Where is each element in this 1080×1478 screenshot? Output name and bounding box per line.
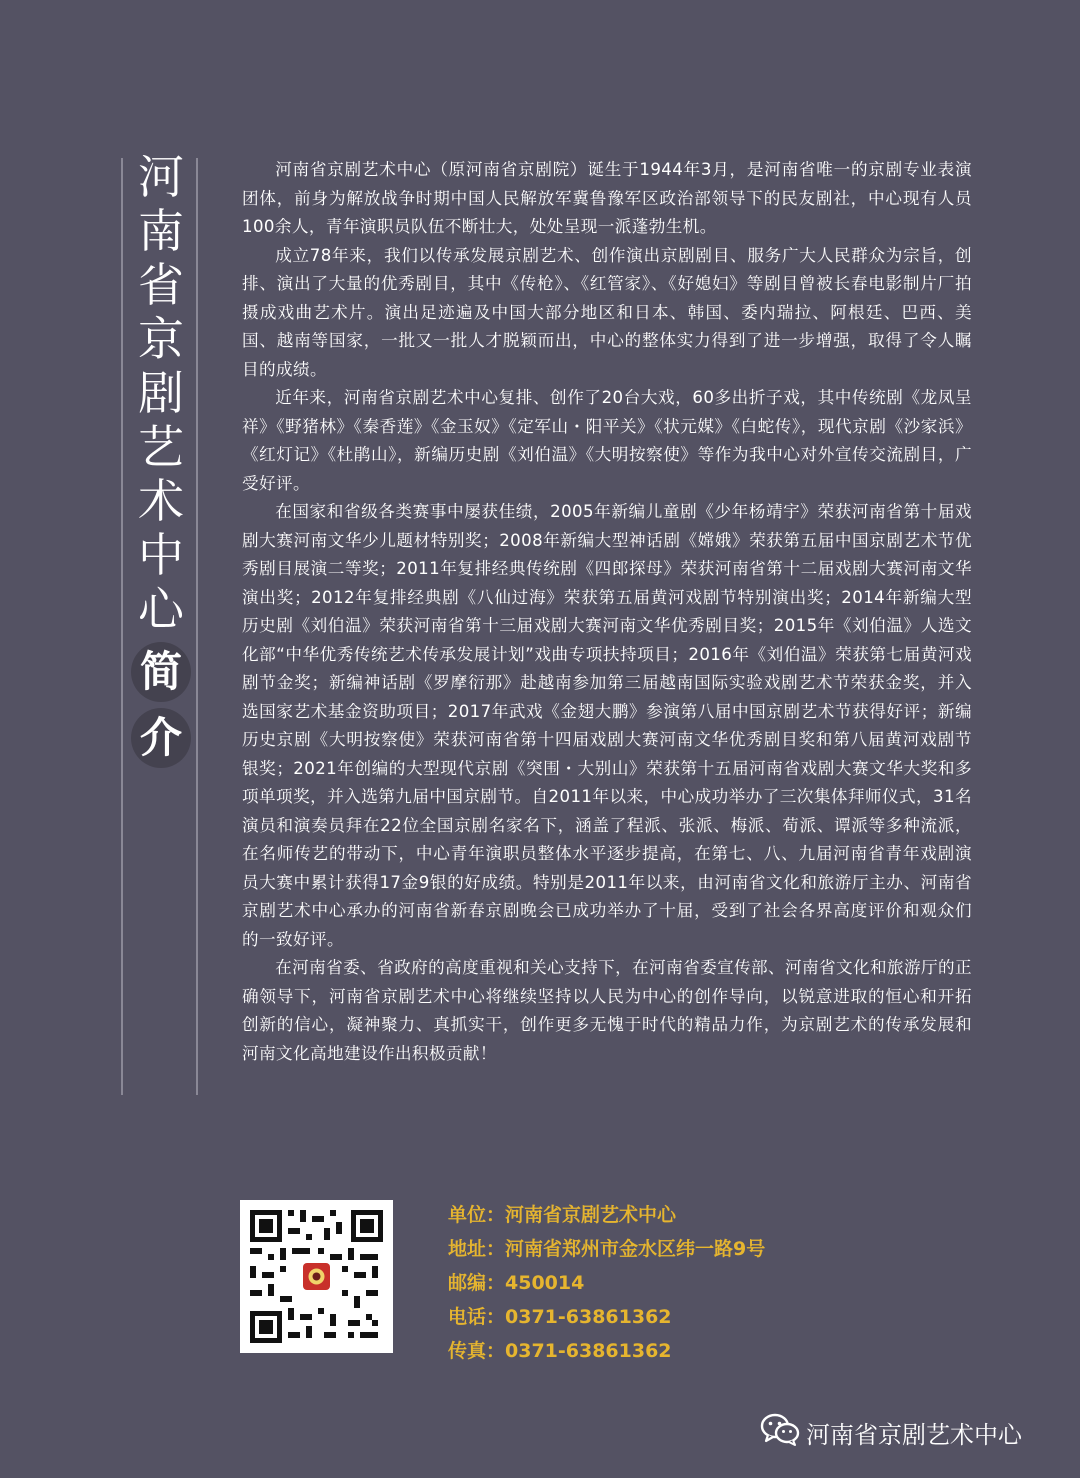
intro-paragraph: 河南省京剧艺术中心（原河南省京剧院）诞生于1944年3月，是河南省唯一的京剧专业表演团体，前身为解放战争时期中国人民解放军冀鲁豫军区政治部领导下的民友剧社，中心现有人员100余人，青年演职员队伍不断壮大，处处呈现一派蓬勃生机。 bbox=[242, 160, 972, 236]
title-circled-char: 简 bbox=[131, 642, 191, 702]
right-divider-line bbox=[196, 158, 198, 1095]
title-circled-char: 介 bbox=[131, 708, 191, 768]
title-char: 河 bbox=[138, 150, 184, 204]
title-char: 京 bbox=[138, 312, 184, 366]
title-char: 艺 bbox=[138, 420, 184, 474]
contact-unit: 单位：河南省京剧艺术中心 bbox=[448, 1204, 677, 1226]
intro-body bbox=[242, 156, 972, 1068]
wechat-icon bbox=[760, 1412, 800, 1452]
intro-paragraph: 成立78年来，我们以传承发展京剧艺术、创作演出京剧剧目、服务广大人民群众为宗旨，创排、演出了大量的优秀剧目，其中《传枪》、《红管家》、《好媳妇》等剧目曾被长春电影制片厂拍摄成戏曲艺术片。演出足迹遍及中国大部分地区和日本、韩国、委内瑞拉、阿根廷、巴西、美国、越南等国家，一批又一批人才脱颖而出，中心的整体实力得到了进一步增强，取得了令人瞩目的成绩。 bbox=[242, 245, 972, 379]
title-char: 剧 bbox=[138, 366, 184, 420]
contact-info bbox=[448, 1198, 765, 1368]
intro-paragraph: 在国家和省级各类赛事中屡获佳绩，2005年新编儿童剧《少年杨靖宇》荣获河南省第十届戏剧大赛河南文华少儿题材特别奖；2008年新编大型神话剧《嫦娥》荣获第五届中国京剧艺术节优秀剧目展演二等奖；2011年复排经典传统剧《四郎探母》荣获河南省第十二届戏剧大赛河南文华演出奖；2012年复排经典剧《八仙过海》荣获第五届黄河戏剧节特别演出奖；2014年新编大型历史剧《刘伯温》荣获河南省第十三届戏剧大赛河南文华优秀剧目奖；2015年《刘伯温》人选文化部“中华优秀传统艺术传承发展计划”戏曲专项扶持项目；2016年《刘伯温》荣获第七届黄河戏剧节金奖；新编神话剧《罗摩衍那》赴越南参加第三届越南国际实验戏剧艺术节荣获金奖，并入选国家艺术基金资助项目；2017年武戏《金翅大鹏》参演第八届中国京剧艺术节获得好评；新编历史京剧《大明按察使》荣获河南省第十四届戏剧大赛河南文华优秀剧目奖和第八届黄河戏剧节银奖；2021年创编的大型现代京剧《突围・大别山》荣获第十五届河南省戏剧大赛文华大奖和多项单项奖，并入选第九届中国京剧节。自2011年以来，中心成功举办了三次集体拜师仪式，31名演员和演奏员拜在22位全国京剧名家名下，涵盖了程派、张派、梅派、荀派、谭派等多种流派，在名师传艺的带动下，中心青年演职员整体水平逐步提高，在第七、八、九届河南省青年戏剧演员大赛中累计获得17金9银的好成绩。特别是2011年以来，由河南省文化和旅游厅主办、河南省京剧艺术中心承办的河南省新春京剧晚会已成功举办了十届，受到了社会各界高度评价和观众们的一致好评。 bbox=[242, 502, 972, 949]
title-char: 南 bbox=[138, 204, 184, 258]
title-char: 中 bbox=[138, 528, 184, 582]
contact-address: 地址：河南省郑州市金水区纬一路9号 bbox=[448, 1238, 766, 1260]
wechat-watermark bbox=[760, 1412, 1022, 1452]
intro-paragraph: 近年来，河南省京剧艺术中心复排、创作了20台大戏，60多出折子戏，其中传统剧《龙凤呈祥》《野猪林》《秦香莲》《金玉奴》《定军山・阳平关》《状元媒》《白蛇传》，现代京剧《沙家浜》《红灯记》《杜鹃山》，新编历史剧《刘伯温》《大明按察使》等作为我中心对外宣传交流剧目，广受好评。 bbox=[242, 388, 972, 493]
title-char: 术 bbox=[138, 474, 184, 528]
contact-phone: 电话：0371-63861362 bbox=[448, 1306, 672, 1328]
intro-paragraph: 在河南省委、省政府的高度重视和关心支持下，在河南省委宣传部、河南省文化和旅游厅的正确领导下，河南省京剧艺术中心将继续坚持以人民为中心的创作导向，以锐意进取的恒心和开拓创新的信心，凝神聚力、真抓实干，创作更多无愧于时代的精品力作，为京剧艺术的传承发展和河南文化高地建设作出积极贡献！ bbox=[242, 958, 972, 1063]
title-char: 省 bbox=[138, 258, 184, 312]
contact-fax: 传真：0371-63861362 bbox=[448, 1340, 672, 1362]
qr-code-graphic bbox=[248, 1208, 385, 1345]
left-divider-line bbox=[121, 158, 123, 1095]
watermark-text: 河南省京剧艺术中心 bbox=[806, 1420, 1022, 1449]
vertical-title bbox=[136, 150, 186, 768]
contact-postcode: 邮编：450014 bbox=[448, 1272, 585, 1294]
title-char: 心 bbox=[138, 582, 184, 636]
qr-code[interactable] bbox=[240, 1200, 393, 1353]
